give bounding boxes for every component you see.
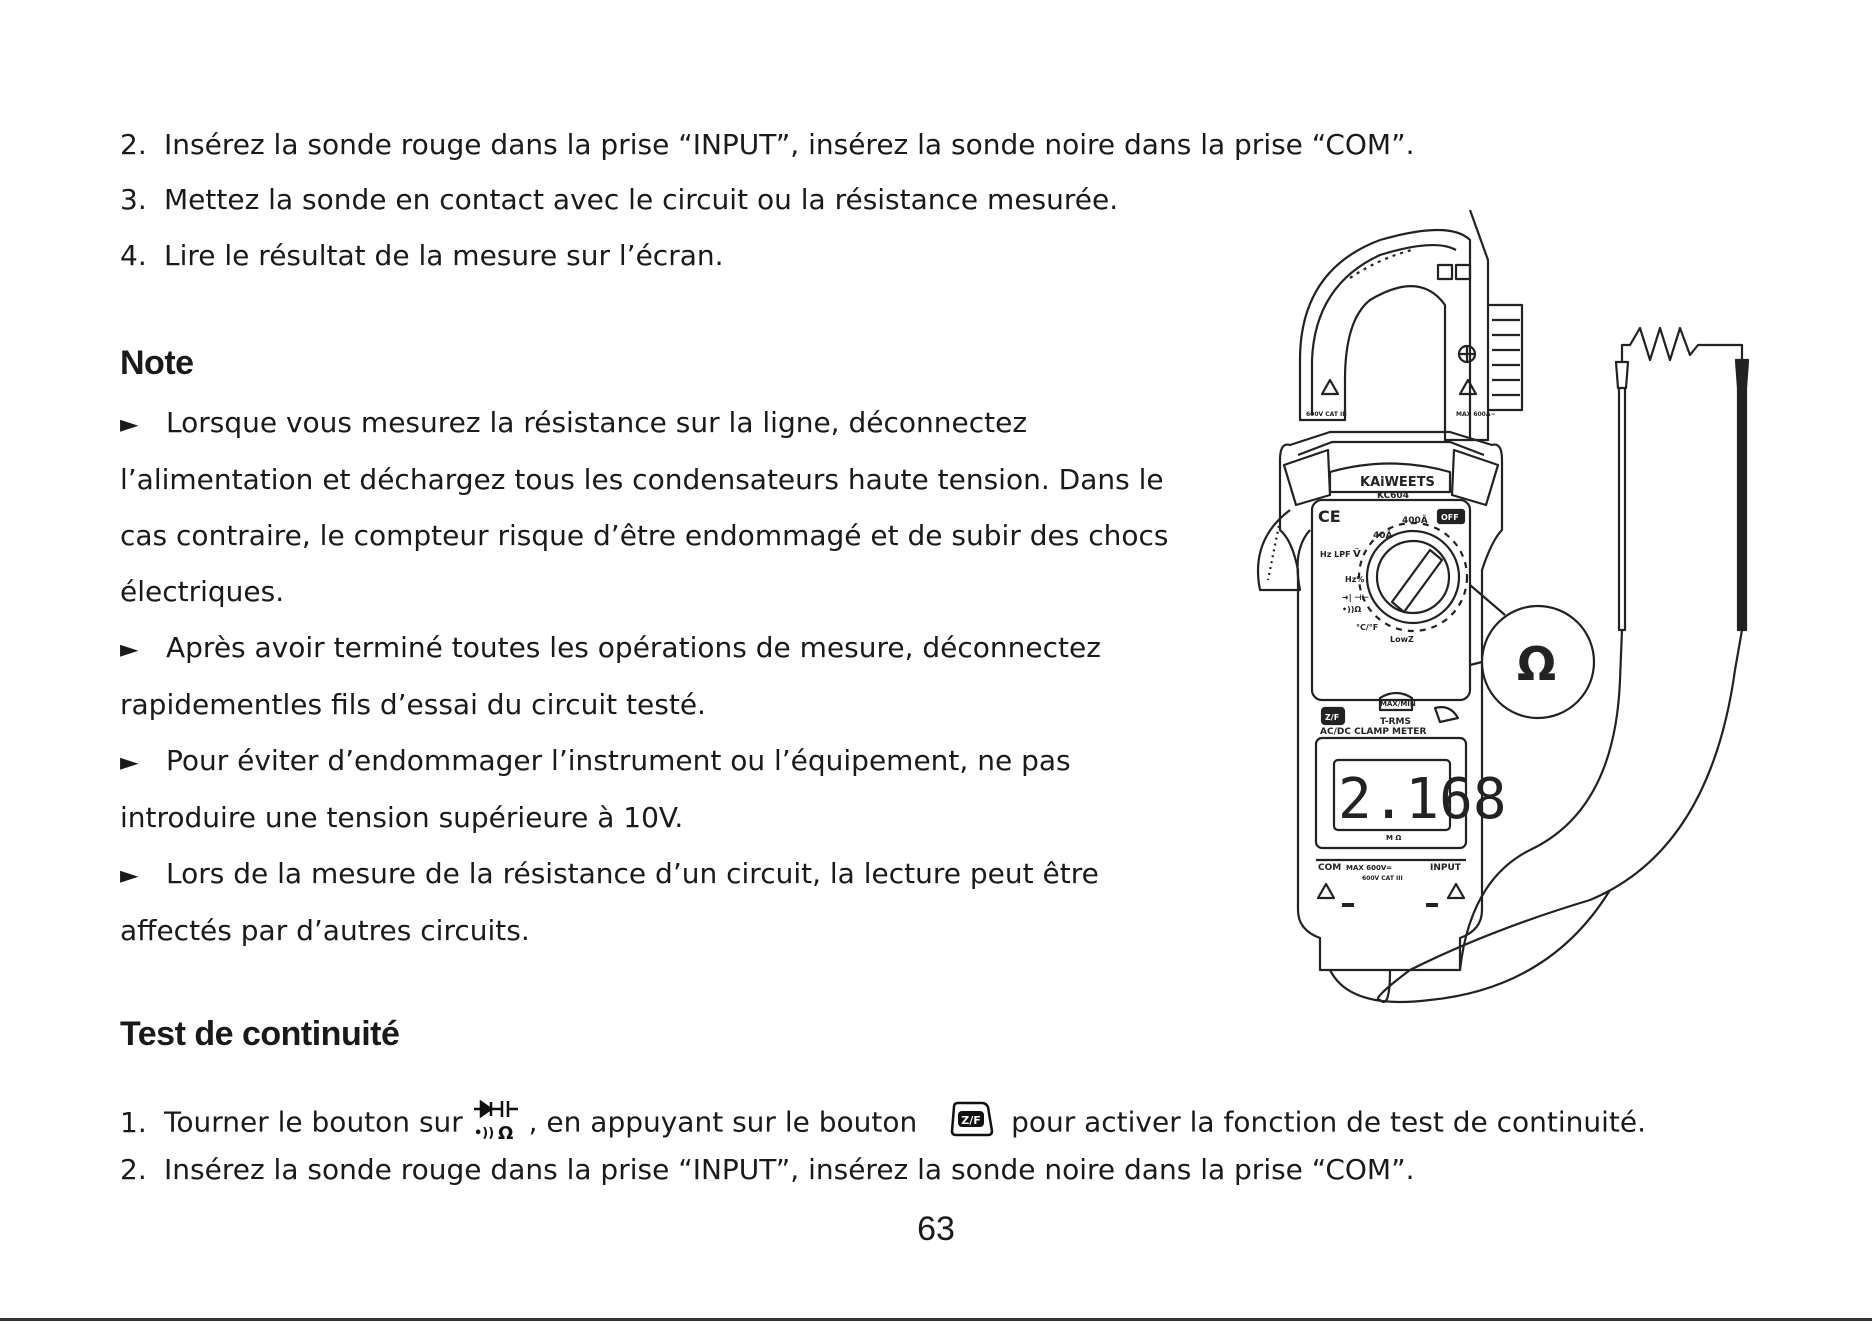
continuity-heading: Test de continuité [120,1015,400,1053]
note-item [120,395,1180,620]
model-label: KC604 [1377,491,1409,501]
continuity-step-2 [120,1152,1414,1188]
step-number: 1. [120,1105,147,1139]
step-text: Mettez la sonde en contact avec le circuit ou la résistance mesurée. [164,183,1119,216]
meter-title: AC/DC CLAMP METER [1320,727,1427,737]
step-4-top [120,238,724,274]
step-text: Insérez la sonde rouge dans la prise “INPUT”, insérez la sonde noire dans la prise “COM”. [164,1153,1415,1186]
step-3-top [120,182,1118,218]
continuity-step-1 [120,1097,1646,1150]
page-number: 63 [917,1210,955,1248]
dial-400a: 400Ã [1402,516,1428,526]
step-number: 4. [120,239,147,272]
lcd-reading: 2.168 [1338,767,1507,832]
zf-icon-label: Z/F [961,1114,981,1127]
ohm-callout-symbol: Ω [1517,637,1557,691]
dial-40a: 40Ã [1373,531,1393,541]
step-number: 2. [120,1153,147,1186]
btn-maxmin-label: MAX/MIN [1380,700,1416,708]
svg-text:Ω: Ω [497,1123,514,1141]
svg-text:•)): •)) [473,1126,494,1141]
step-text: Lire le résultat de la mesure sur l’écran. [164,239,724,272]
jaw-rating-right: MAX 600A~ [1456,411,1496,418]
note-item-text: Après avoir terminé toutes les opérations de mesure, déconnectez rapidementles fils d’essai du circuit testé. [120,631,1101,721]
note-item-text: Lors de la mesure de la résistance d’un circuit, la lecture peut être affectés par d’autres circuits. [120,857,1099,947]
red-probe [1616,362,1628,388]
note-item [120,733,1180,846]
bottom-rule [0,1318,1872,1321]
dial-hz-pct: Hz% [1345,575,1365,584]
step-number: 2. [120,128,147,161]
rotary-dial [1367,531,1459,623]
ce-mark: CE [1318,507,1341,526]
note-heading: Note [120,344,194,382]
zf-button-icon [948,1099,994,1148]
com-label: COM [1318,863,1342,873]
dial-ohm: •))Ω [1342,605,1362,614]
dial-hz-lpf: Hz LPF [1320,550,1351,559]
jaw-rating-left: 600V CAT III [1306,411,1347,418]
meter-trigger [1258,510,1310,590]
dial-v: Ṽ [1353,549,1361,560]
dial-off: OFF [1441,513,1459,522]
note-item [120,846,1180,959]
resistor-symbol [1622,328,1742,362]
meter-jaw [1300,230,1470,440]
dial-temp: °C/°F [1356,623,1379,632]
trms-label: T-RMS [1380,717,1411,727]
bullet-arrow-icon: ► [120,635,139,663]
input-label: INPUT [1430,863,1461,873]
btn-zf-label: Z/F [1325,713,1340,722]
step-number: 3. [120,183,147,216]
dial-diode: ➜| ⊣⊢ [1342,593,1370,602]
step-text: Insérez la sonde rouge dans la prise “INPUT”, insérez la sonde noire dans la prise “COM”. [164,128,1415,161]
bullet-arrow-icon: ► [120,861,139,889]
bullet-arrow-icon: ► [120,748,139,776]
lcd-unit: M Ω [1386,834,1402,842]
cat-rating-label: 600V CAT III [1362,875,1403,882]
diode-continuity-icon [472,1097,520,1150]
rating-label: MAX 600V= [1346,864,1393,872]
note-item-text: Pour éviter d’endommager l’instrument ou l’équipement, ne pas introduire une tension supérieure à 10V. [120,744,1071,834]
note-item [120,620,1180,733]
step-2-top [120,127,1414,163]
step-text-part2: , en appuyant sur le bouton [528,1105,918,1139]
bullet-arrow-icon: ► [120,410,139,438]
clamp-meter-illustration [1230,210,1790,1010]
step-text-part1: Tourner le bouton sur [164,1105,463,1139]
black-probe [1736,360,1748,388]
dial-lowz: LowZ [1390,635,1414,644]
note-item-text: Lorsque vous mesurez la résistance sur la ligne, déconnectez l’alimentation et déchargez tous les condensateurs haute tension. Dans le cas contraire, le compteur risque d’être endommagé et de subir des chocs électriques. [120,406,1169,608]
brand-label: KAiWEETS [1360,475,1435,490]
clamp-meter-drawing [1230,210,1790,1010]
note-list [120,395,1180,959]
step-text-part3: pour activer la fonction de test de continuité. [1011,1105,1647,1139]
